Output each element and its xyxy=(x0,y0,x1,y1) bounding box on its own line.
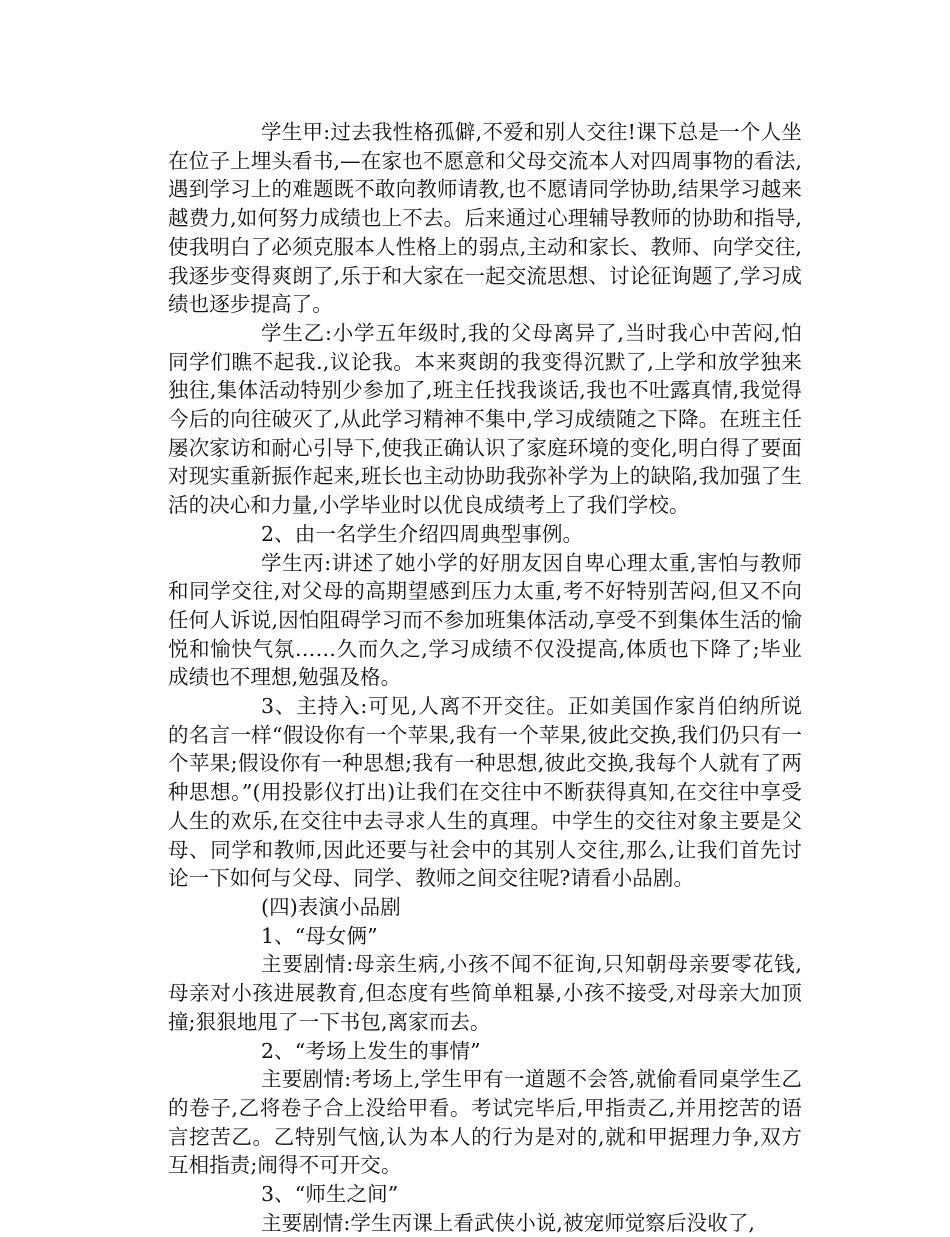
paragraph-student-c: 学生丙:讲述了她小学的好朋友因自卑心理太重,害怕与教师和同学交往,对父母的高期望感到压力太重,考不好特别苦闷,但又不向任何人诉说,因怕阻碍学习而不参加班集体活动,享受不到集体生活的愉悦和愉快气氛……久而久之,学习成绩不仅没提高,体质也下降了;毕业成绩也不理想,勉强及格。 xyxy=(168,550,802,690)
skit-title-1: 1、“母女俩” xyxy=(261,923,378,948)
paragraph-student-a: 学生甲:过去我性格孤僻,不爱和别人交往!课下总是一个人坐在位子上埋头看书,—在家也不愿意和父母交流本人对四周事物的看法,遇到学习上的难题既不敢向教师请教,也不愿请同学协助,结果学习越来越费力,如何努力成绩也上不去。后来通过心理辅导教师的协助和指导,使我明白了必须克服本人性格上的弱点,主动和家长、教师、向学交往,我逐步变得爽朗了,乐于和大家在一起交流思想、讨论征询题了,学习成绩也逐步提高了。 xyxy=(168,120,802,317)
paragraph-item-2: 2、由一名学生介绍四周典型事例。 xyxy=(261,521,584,546)
paragraph-student-b: 学生乙:小学五年级时,我的父母离异了,当时我心中苦闷,怕同学们瞧不起我.,议论我。本来爽朗的我变得沉默了,上学和放学独来独往,集体活动特别少参加了,班主任找我谈话,我也不吐露真情,我觉得今后的向往破灭了,从此学习精神不集中,学习成绩随之下降。在班主任屡次家访和耐心引导下,使我正确认识了家庭环境的变化,明白得了要面对现实重新振作起来,班长也主动协助我弥补学为上的缺陷,我加强了生活的决心和力量,小学毕业时以优良成绩考上了我们学校。 xyxy=(168,320,802,518)
paragraph-item-3: 3、主持入:可见,人离不开交往。正如美国作家肖伯纳所说的名言一样“假设你有一个苹果,我有一个苹果,彼此交换,我们仍只有一个苹果;假设你有一种思想;我有一种思想,彼此交换,我每个人就有了两种思想。”(用投影仪打出)让我们在交往中不断获得真知,在交往中享受人生的欢乐,在交往中去寻求人生的真理。中学生的交往对象主要是父母、同学和教师,因此还要与社会中的其别人交往,那么,让我们首先讨论一下如何与父母、同学、教师之间交往呢?请看小品剧。 xyxy=(168,694,802,891)
skit-title-2: 2、“考场上发生的事情” xyxy=(261,1038,481,1063)
document-body xyxy=(168,118,802,1237)
section-heading-skit: (四)表演小品剧 xyxy=(261,894,401,919)
skit-plot-3: 主要剧情:学生丙课上看武侠小说,被宠师觉察后没收了, xyxy=(261,1210,756,1235)
skit-plot-1: 主要剧情:母亲生病,小孩不闻不征询,只知朝母亲要零花钱,母亲对小孩进展教育,但态度有些简单粗暴,小孩不接受,对母亲大加顶撞;狠狠地甩了一下书包,离家而去。 xyxy=(168,952,802,1034)
skit-title-3: 3、“师生之间” xyxy=(261,1182,399,1207)
skit-plot-2: 主要剧情:考场上,学生甲有一道题不会答,就偷看同桌学生乙的卷子,乙将卷子合上没给甲看。考试完毕后,甲指责乙,并用挖苦的语言挖苦乙。乙特别气恼,认为本人的行为是对的,就和甲据理力争,双方互相指责;闹得不可开交。 xyxy=(168,1067,802,1178)
